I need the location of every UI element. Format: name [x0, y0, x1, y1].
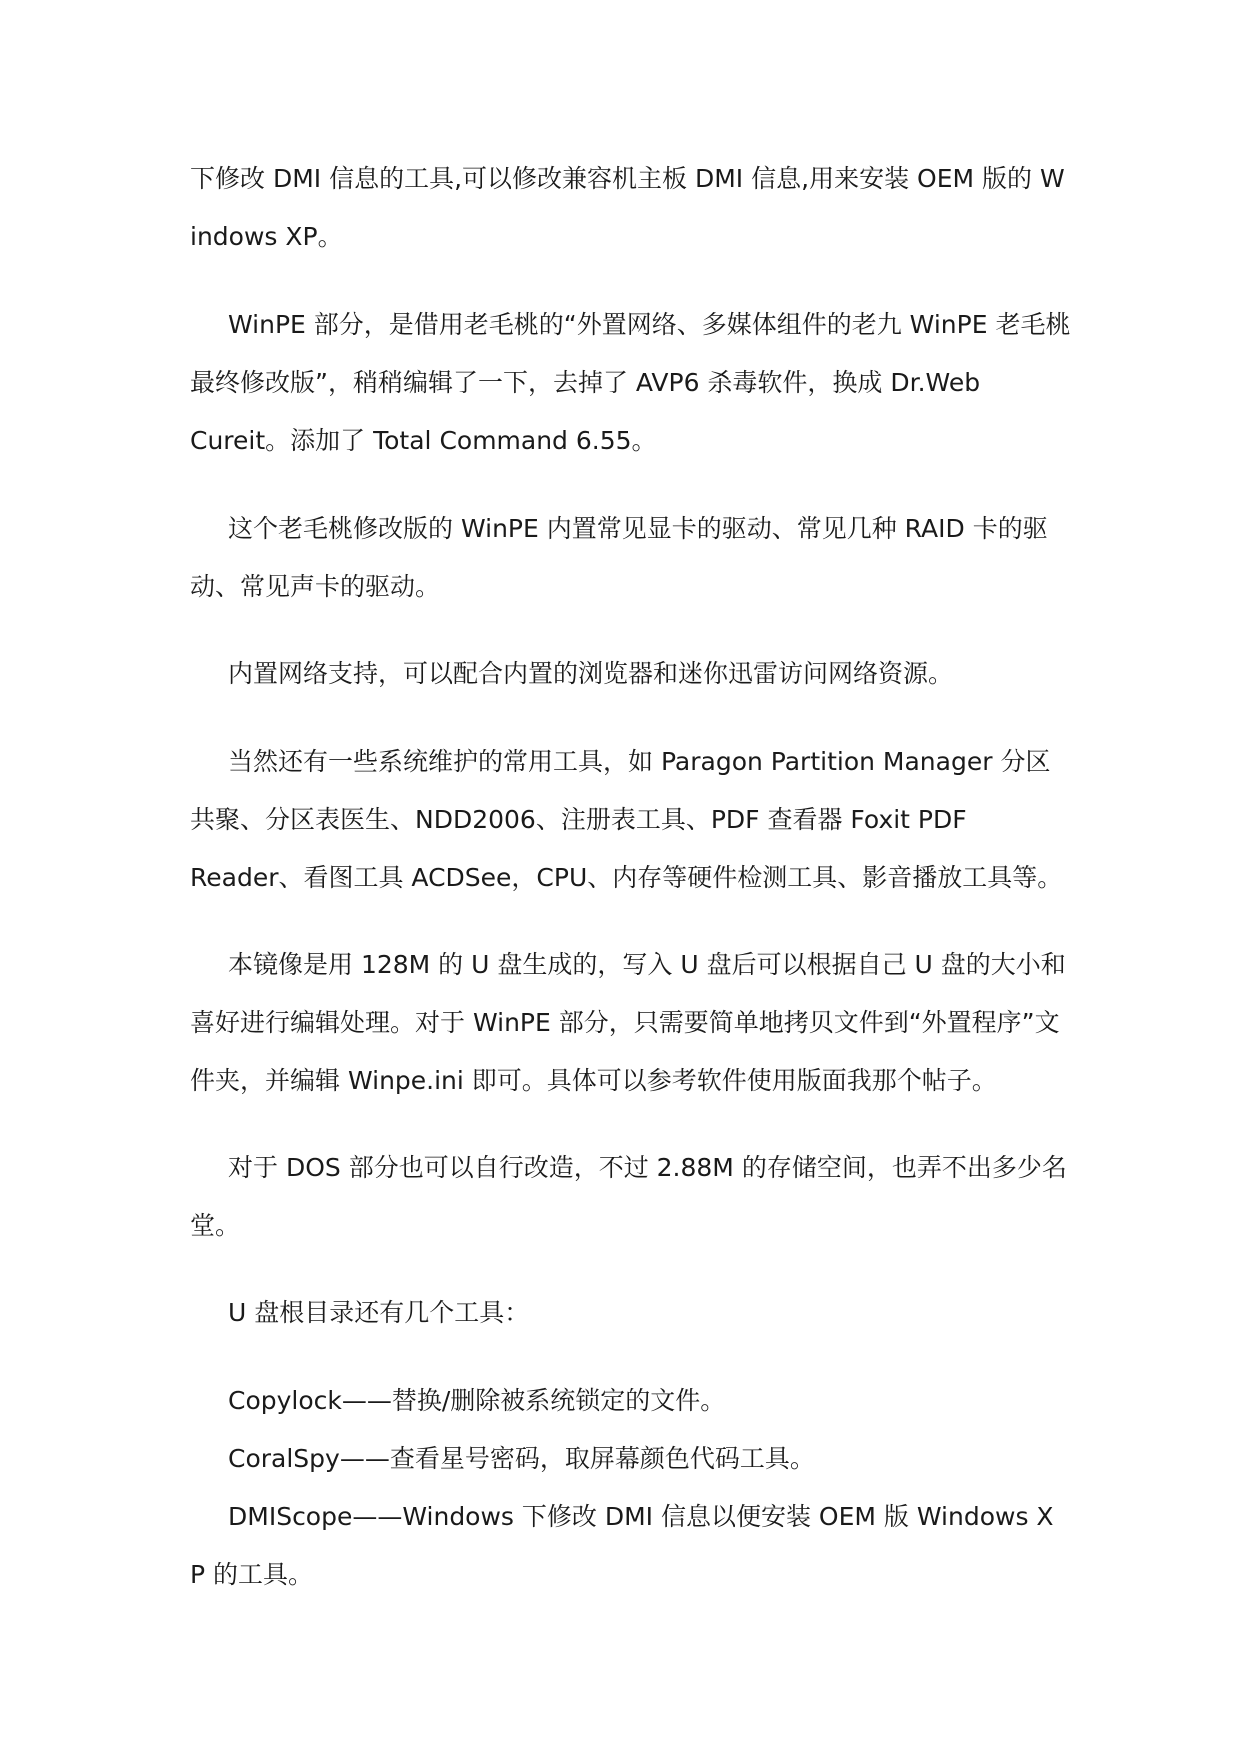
text-line: 最终修改版”，稍稍编辑了一下，去掉了 AVP6 杀毒软件，换成 Dr.Web: [190, 368, 981, 397]
text-line: DMIScope——Windows 下修改 DMI 信息以便安装 OEM 版 Windows X: [228, 1502, 1054, 1531]
text-line: 本镜像是用 128M 的 U 盘生成的，写入 U 盘后可以根据自己 U 盘的大小和: [228, 950, 1066, 979]
text-line: WinPE 部分，是借用老毛桃的“外置网络、多媒体组件的老九 WinPE 老毛桃: [228, 310, 1071, 339]
text-line: 这个老毛桃修改版的 WinPE 内置常见显卡的驱动、常见几种 RAID 卡的驱: [228, 514, 1048, 543]
text-line: P 的工具。: [190, 1560, 314, 1589]
text-line: 共聚、分区表医生、NDD2006、注册表工具、PDF 查看器 Foxit PDF: [190, 805, 967, 834]
text-line: Copylock——替换/删除被系统锁定的文件。: [228, 1386, 726, 1415]
text-line: 内置网络支持，可以配合内置的浏览器和迷你迅雷访问网络资源。: [228, 659, 954, 688]
text-line: 件夹，并编辑 Winpe.ini 即可。具体可以参考软件使用版面我那个帖子。: [190, 1066, 997, 1095]
text-line: U 盘根目录还有几个工具：: [228, 1298, 530, 1327]
text-line: 当然还有一些系统维护的常用工具，如 Paragon Partition Manager 分区: [228, 747, 1051, 776]
text-line: Cureit。添加了 Total Command 6.55。: [190, 426, 657, 455]
text-line: 下修改 DMI 信息的工具,可以修改兼容机主板 DMI 信息,用来安装 OEM 版的 W: [190, 164, 1065, 193]
text-line: Reader、看图工具 ACDSee，CPU、内存等硬件检测工具、影音播放工具等。: [190, 863, 1063, 892]
text-line: 对于 DOS 部分也可以自行改造，不过 2.88M 的存储空间，也弄不出多少名: [228, 1153, 1067, 1182]
text-line: indows XP。: [190, 222, 343, 251]
text-line: 堂。: [190, 1211, 241, 1240]
text-line: 喜好进行编辑处理。对于 WinPE 部分，只需要简单地拷贝文件到“外置程序”文: [190, 1008, 1060, 1037]
text-line: CoralSpy——查看星号密码，取屏幕颜色代码工具。: [228, 1444, 815, 1473]
text-line: 动、常见声卡的驱动。: [190, 572, 441, 601]
